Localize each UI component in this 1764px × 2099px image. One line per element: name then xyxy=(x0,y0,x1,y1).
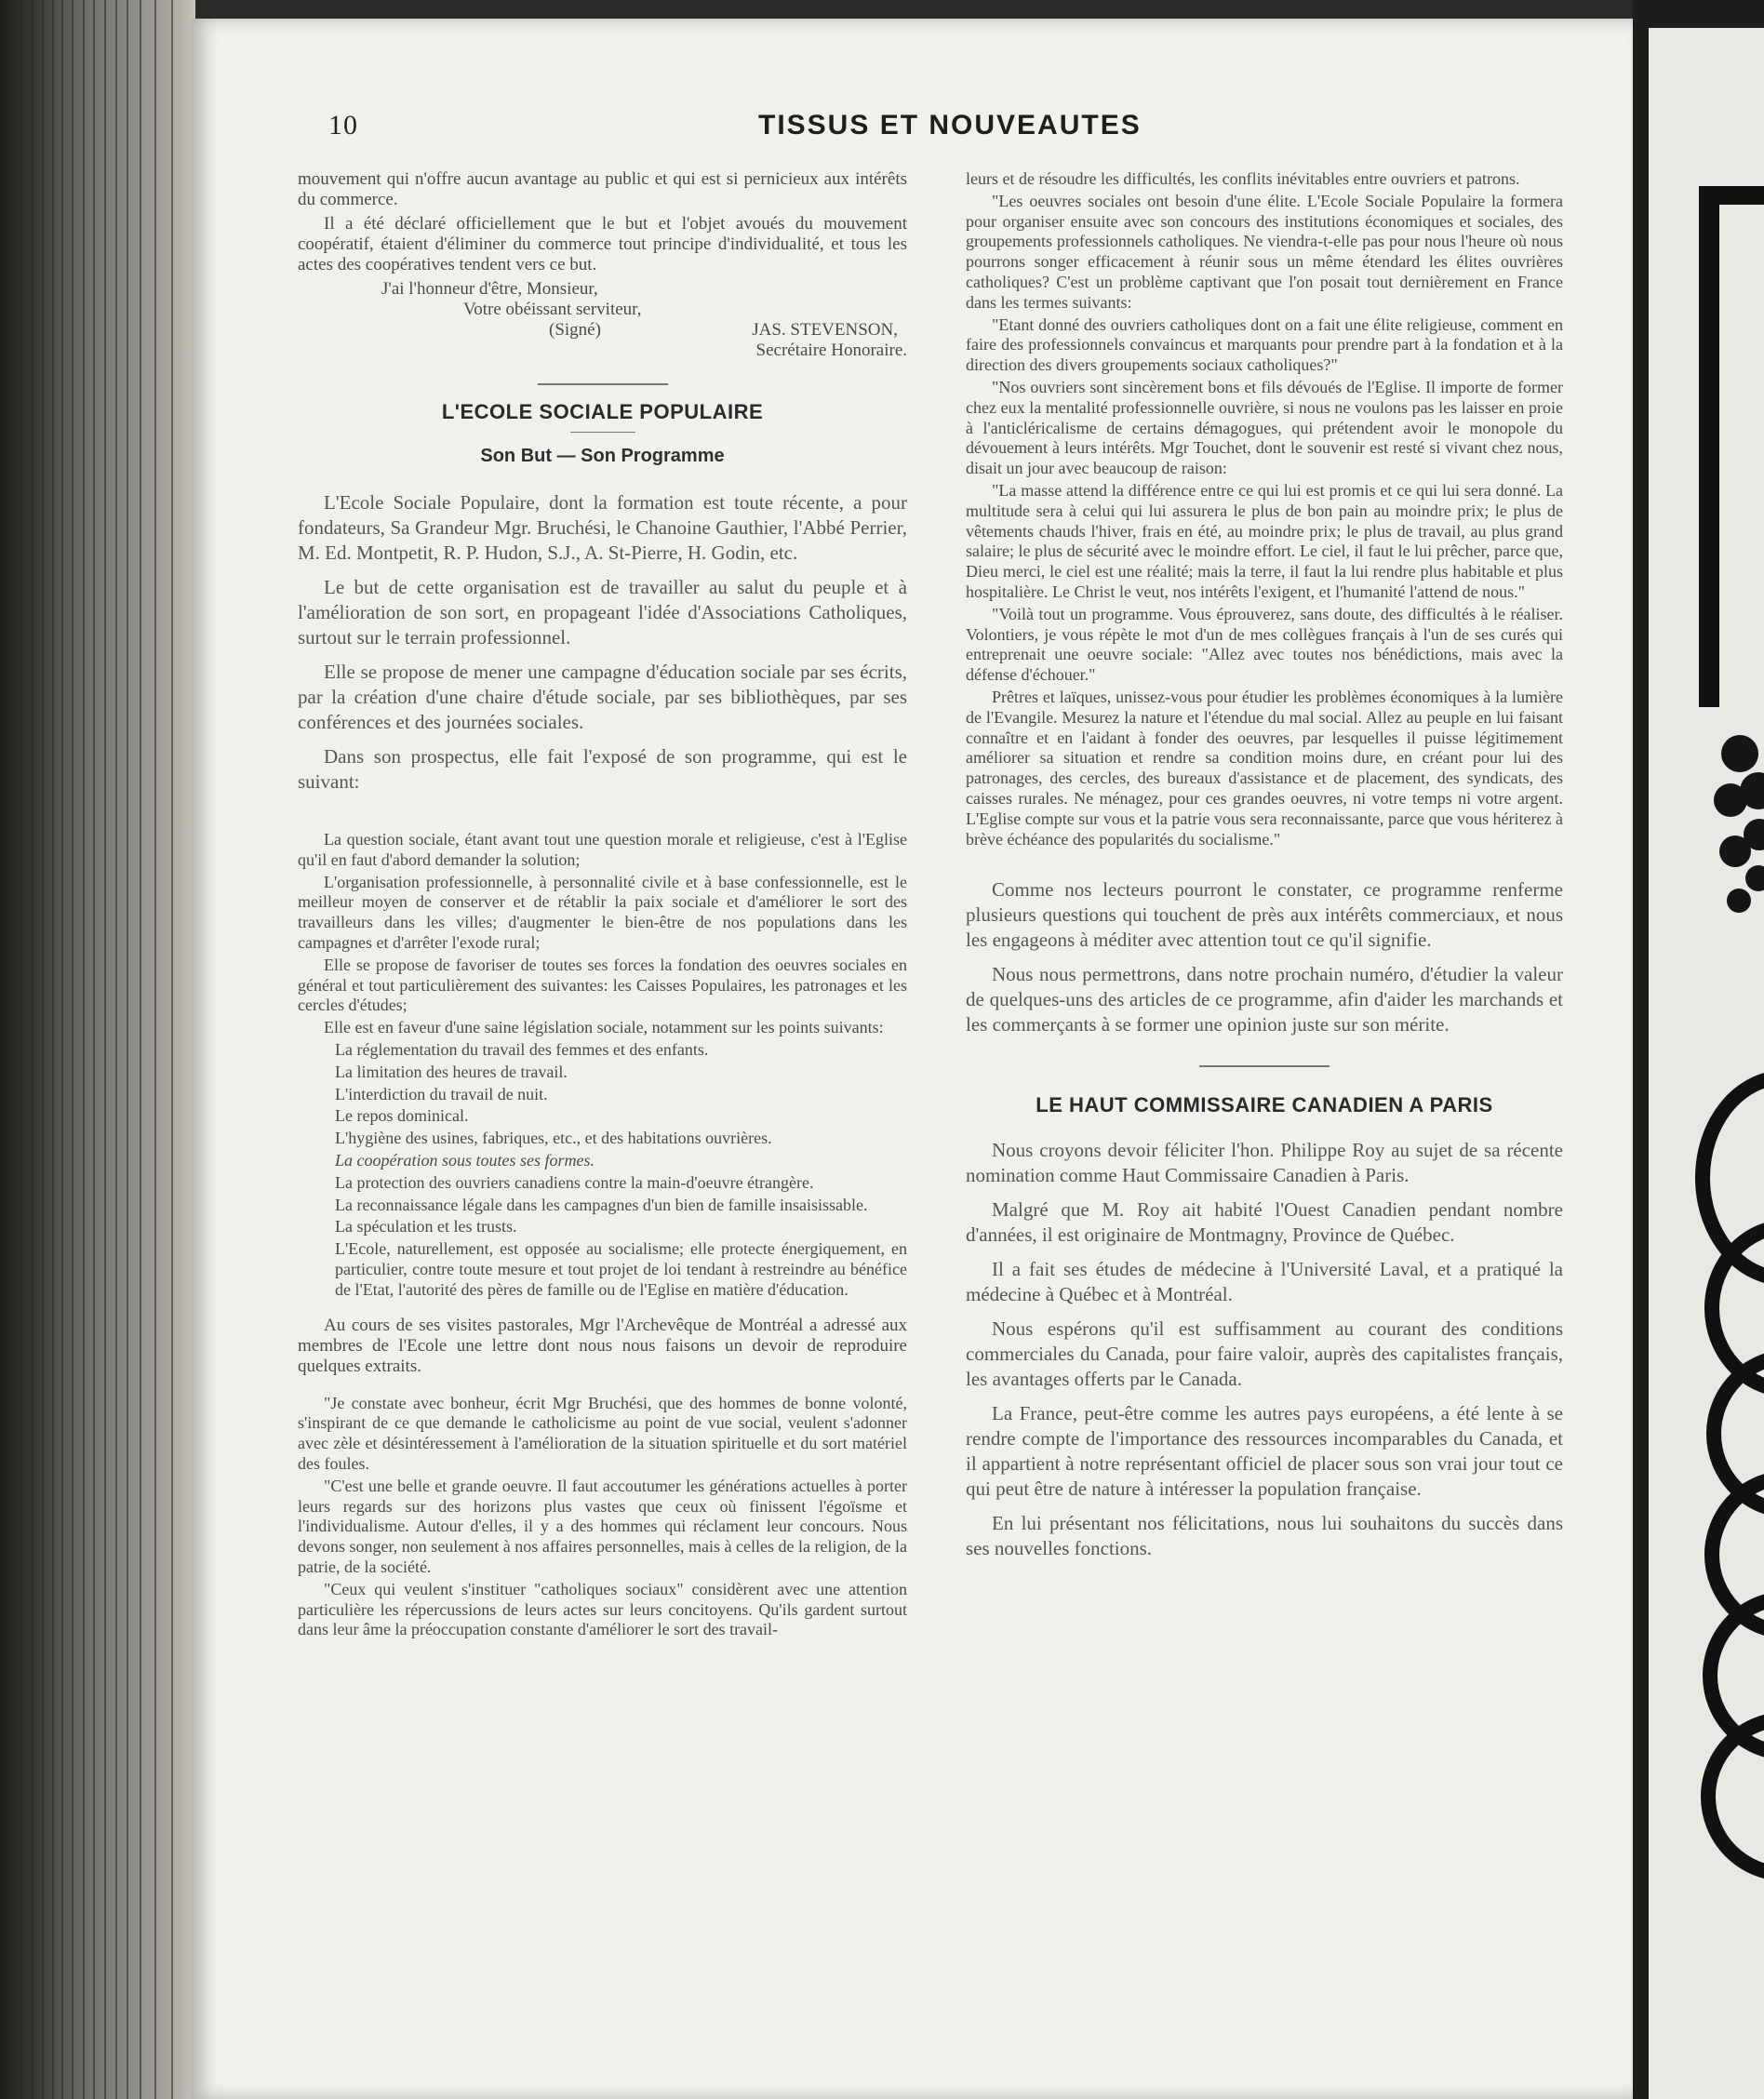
book-spine xyxy=(0,0,195,2099)
program-item: La question sociale, étant avant tout une question morale et religieuse, c'est à l'Eglise qu'il en faut d'abord demander la solution; xyxy=(298,830,907,869)
paragraph: Elle se propose de mener une campagne d'éducation sociale par ses écrits, par la création d'une chaire d'étude sociale, par ses bibliothèques, par ses conférences et des journées sociales. xyxy=(298,661,907,733)
signature-greeting: J'ai l'honneur d'être, Monsieur, xyxy=(381,279,598,299)
ornament-dot xyxy=(1719,836,1751,867)
spacer xyxy=(966,851,1563,877)
paragraph: Nous croyons devoir féliciter l'hon. Philippe Roy au sujet de sa récente nomination comme Haut Commissaire Canadien à Paris. xyxy=(966,1139,1563,1187)
paragraph: Au cours de ses visites pastorales, Mgr l'Archevêque de Montréal a adressé aux membres de l'Ecole une lettre dont nous nous faisons un devoir de reproduire quelques extraits. xyxy=(298,1315,907,1376)
signature-signed: (Signé) xyxy=(549,320,601,340)
quote-paragraph: "La masse attend la différence entre ce qui lui est promis et ce qui lui sera donné. La multitude sera à celui qui lui assurera le plus de bon pain au moindre prix; le plus de vêtements chauds l'hiver, frais en été, au moindre prix; le plus de travail, au plus grand salaire; le plus de sécurité avec le moindre effort. Le ciel, il faut le lui prêcher, parce que, Dieu merci, le ciel est une réalité; mais la terre, il faut la lui rendre plus habitable et plus hospitalière. Le Christ le veut, nos intérêts l'exigent, et l'humanité l'attend de nous." xyxy=(966,480,1563,601)
list-item: La protection des ouvriers canadiens contre la main-d'oeuvre étrangère. xyxy=(335,1172,814,1192)
quote-paragraph: leurs et de résoudre les difficultés, les conflits inévitables entre ouvriers et patrons. xyxy=(966,169,1520,188)
right-column xyxy=(966,169,1563,1571)
paragraph: Le but de cette organisation est de travailler au salut du peuple et à l'amélioration de son sort, en propageant l'idée d'Associations Catholiques, surtout sur le terrain professionnel. xyxy=(298,576,907,648)
paragraph: En lui présentant nos félicitations, nous lui souhaitons du succès dans ses nouvelles fonctions. xyxy=(966,1512,1563,1560)
signature-closing: Votre obéissant serviteur, xyxy=(463,300,642,319)
paragraph: Il a été déclaré officiellement que le but et l'objet avoués du mouvement coopératif, étaient d'éliminer du commerce tout principe d'individualité, et tous les actes des coopératives tendent vers ce but. xyxy=(298,214,907,274)
program-item: Elle est en faveur d'une saine législation sociale, notamment sur les points suivants: xyxy=(324,1018,884,1037)
article-subtitle: Son But — Son Programme xyxy=(480,446,725,466)
list-item: L'hygiène des usines, fabriques, etc., et des habitations ouvrières. xyxy=(335,1129,772,1148)
list-item: L'Ecole, naturellement, est opposée au socialisme; elle protecte énergiquement, en particulier, contre toute mesure et tout projet de loi tendant à restreindre au bénéfice de l'Etat, l'autorité des pères de famille ou de l'Eglise en matière d'éducation. xyxy=(335,1239,907,1299)
paragraph: Nous nous permettrons, dans notre prochain numéro, d'étudier la valeur de quelques-uns des articles de ce programme, afin d'aider les marchands et les commerçants à se former une opinion juste sur son mérite. xyxy=(966,963,1563,1036)
quote-paragraph: "Voilà tout un programme. Vous éprouverez, sans doute, des difficultés à le réaliser. Volontiers, je vous répète le mot d'un de mes collègues français à l'un de ses curés qui entreprenait une oeuvre sociale: "Allez avec toutes nos bénédictions, mais avec la défense d'échouer." xyxy=(966,604,1563,685)
list-item: La coopération sous toutes ses formes. xyxy=(335,1150,595,1170)
page-number: 10 xyxy=(328,110,358,140)
quote-paragraph: "Nos ouvriers sont sincèrement bons et fils dévoués de l'Eglise. Il importe de former chez eux la mentalité professionnelle ouvrière, si nous ne voulons pas les laisser en proie à l'anticléricalisme de certains démagogues, qui prétendent avoir le monopole du dévouement à leurs intérêts. Mgr Touchet, dont le souvenir est resté si vivant chez nous, disait un jour avec beaucoup de raison: xyxy=(966,377,1563,478)
ornament-dot xyxy=(1721,735,1758,772)
article-title: LE HAUT COMMISSAIRE CANADIEN A PARIS xyxy=(1036,1093,1493,1117)
signature-name-line xyxy=(298,320,907,341)
program-item: Elle se propose de favoriser de toutes ses forces la fondation des oeuvres sociales en général et tout particulièrement des suivantes: les Caisses Populaires, les patronages et les cercles d'études; xyxy=(298,955,907,1015)
paragraph: Malgré que M. Roy ait habité l'Ouest Canadien pendant nombre d'années, il est originaire de Montmagny, Province de Québec. xyxy=(966,1198,1563,1247)
ornament-dot xyxy=(1727,889,1751,913)
paragraph: mouvement qui n'offre aucun avantage au public et qui est si pernicieux aux intérêts du commerce. xyxy=(298,169,907,209)
facing-page xyxy=(1649,28,1764,2099)
paragraph: La France, peut-être comme les autres pays européens, a été lente à se rendre compte de l'importance des ressources incomparables du Canada, et il appartient à notre représentant officiel de placer sous son vrai jour tout ce qui peut être de nature à intéresser la population française. xyxy=(966,1402,1563,1501)
ornament-frame-side xyxy=(1699,186,1719,707)
paragraph: Nous espérons qu'il est suffisamment au courant des conditions commerciales du Canada, pour faire valoir, auprès des capitalistes français, les avantages offerts par le Canada. xyxy=(966,1317,1563,1391)
paragraph: Il a fait ses études de médecine à l'Université Laval, et a pratiqué la médecine à Québec et à Montréal. xyxy=(966,1258,1563,1306)
ornament-dot xyxy=(1745,865,1764,891)
paragraph: L'Ecole Sociale Populaire, dont la formation est toute récente, a pour fondateurs, Sa Grandeur Mgr. Bruchési, le Chanoine Gauthier, l'Abbé Perrier, M. Ed. Montpetit, R. P. Hudon, S.J., A. St-Pierre, H. Godin, etc. xyxy=(298,491,907,564)
quote-paragraph: "Les oeuvres sociales ont besoin d'une élite. L'Ecole Sociale Populaire la formera pour organiser ensuite avec son concours des institutions économiques et sociales, des groupements professionnels catholiques. Ne viendra-t-elle pas pour nous l'heure où nous pourrons songer efficacement à réunir sous un même étendard les élites ouvrières catholiques? C'est un problème captivant que l'on posait tout dernièrement en France dans les termes suivants: xyxy=(966,191,1563,312)
running-title-text: TISSUS ET NOUVEAUTES xyxy=(758,110,1142,140)
spacer xyxy=(298,1303,907,1316)
divider xyxy=(1199,1065,1330,1067)
left-column xyxy=(298,169,907,1642)
list-item: L'interdiction du travail de nuit. xyxy=(335,1084,548,1103)
quote-paragraph: "C'est une belle et grande oeuvre. Il faut accoutumer les générations actuelles à porter leurs regards sur des horizons plus vastes que ceux où finissent l'égoïsme et l'individualisme. Autour d'elles, il y a des hommes qui réclament leur concours. Nous devons songer, non seulement à nos affaires personnelles, mais à celles de la religion, de la patrie, de la société. xyxy=(298,1476,907,1576)
list-item: La réglementation du travail des femmes et des enfants. xyxy=(335,1039,709,1059)
spacer xyxy=(298,804,907,830)
signature-name: JAS. STEVENSON, xyxy=(752,320,898,340)
list-item: Le repos dominical. xyxy=(335,1106,469,1126)
list-item: La limitation des heures de travail. xyxy=(335,1062,568,1081)
quote-paragraph: "Etant donné des ouvriers catholiques dont on a fait une élite religieuse, comment en faire des professionnels convaincus et marquants pour prendre part à la fondation et à la direction des divers groupements sociaux catholiques?" xyxy=(966,314,1563,375)
spacer xyxy=(298,1381,907,1394)
quote-paragraph: Prêtres et laïques, unissez-vous pour étudier les problèmes économiques à la lumière de l'Evangile. Mesurez la nature et l'étendue du mal social. Allez au peuple en lui faisant connaître et en l'aidant à fonder des oeuvres, par lesquelles il puisse légitimement améliorer sa situation et rendre sa condition moins dure, en créant pour lui des patronages, des cercles, des bureaux d'assistance et de placement, des syndicats, des caisses rurales. Ne ménagez, pour ces grandes oeuvres, ni votre temps ni votre argent. L'Eglise compte sur vous et la patrie vous sera reconnaissante, parce que vous hériterez à brève échéance des popularités du socialisme." xyxy=(966,687,1563,849)
paragraph: Comme nos lecteurs pourront le constater, ce programme renferme plusieurs questions qui touchent de près aux intérêts commerciaux, et nous les engageons à méditer avec attention tout ce qu'il signifie. xyxy=(966,878,1563,952)
ornament-dot xyxy=(1714,783,1747,817)
article-title: L'ECOLE SOCIALE POPULAIRE xyxy=(441,400,764,423)
divider xyxy=(570,432,635,433)
list-item: La spéculation et les trusts. xyxy=(335,1217,517,1237)
paragraph: Dans son prospectus, elle fait l'exposé de son programme, qui est le suivant: xyxy=(298,745,907,793)
ornament-ring xyxy=(1701,1712,1764,1881)
spacer xyxy=(966,1125,1563,1138)
program-item: L'organisation professionnelle, à personnalité civile et à base confessionnelle, est le meilleur moyen de conserver et de rétablir la paix sociale et d'améliorer le sort des travailleurs dans les villes; d'augmenter le bien-être de nos populations dans les campagnes et d'arrêter l'exode rural; xyxy=(298,872,907,952)
signature-block xyxy=(298,279,907,361)
divider xyxy=(538,383,668,385)
quote-paragraph: "Je constate avec bonheur, écrit Mgr Bruchési, que des hommes de bonne volonté, s'inspirant de ce que demande le catholicisme au point de vue social, veulent s'adonner avec zèle et désintéressement à l'amélioration de la situation spirituelle et du sort matériel des foules. xyxy=(298,1393,907,1473)
quote-paragraph: "Ceux qui veulent s'instituer "catholiques sociaux" considèrent avec une attention particulière les répercussions de leurs actes sur leurs concitoyens. Qu'ils gardent surtout dans leur âme la préoccupation constante d'améliorer le sort des travail- xyxy=(298,1579,907,1639)
signature-role: Secrétaire Honoraire. xyxy=(755,341,907,360)
list-item: La reconnaissance légale dans les campagnes d'un bien de famille insaisissable. xyxy=(335,1195,868,1214)
